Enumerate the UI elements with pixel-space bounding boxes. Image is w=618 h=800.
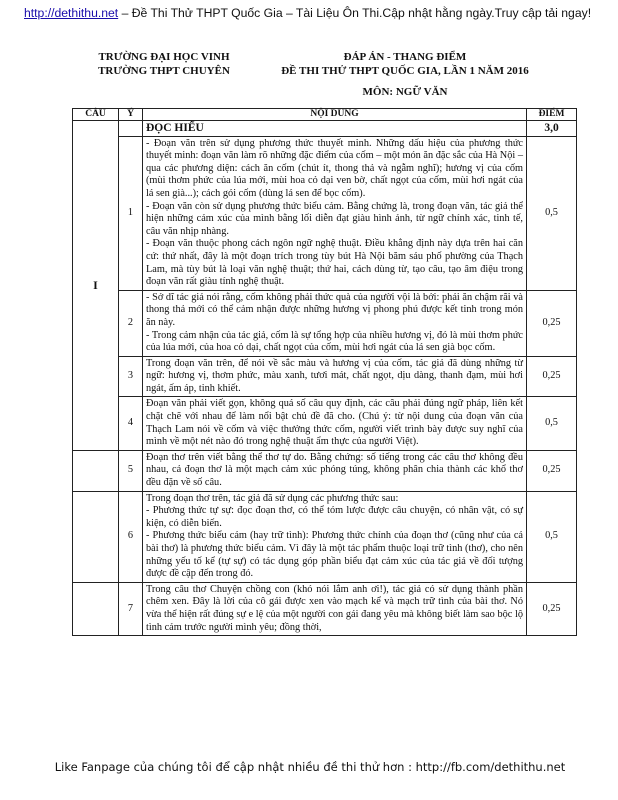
subject-title: MÔN: NGỮ VĂN — [362, 86, 448, 98]
content-cell — [143, 491, 527, 582]
content-paragraph: - Sở dĩ tác giả nói rằng, cốm không phải thức quà của người vội là bởi: phải ăn chậm rãi và thong thả mới có thể cảm nhận được những hương vị phong phú được kết tinh trong món ăn này. — [146, 291, 523, 328]
y-cell: 3 — [119, 356, 143, 397]
y-cell: 2 — [119, 290, 143, 356]
content-cell — [143, 397, 527, 450]
content-paragraph: - Phương thức tự sự: đọc đoạn thơ, có thể tóm lược được câu chuyện, có nhân vật, có sự kiện, có diễn biến. — [146, 505, 523, 529]
table-row — [73, 491, 577, 582]
section-point: 3,0 — [527, 121, 577, 137]
header-content: NỘI DUNG — [143, 109, 527, 121]
header-y: Ý — [119, 109, 143, 121]
y-cell: 6 — [119, 491, 143, 582]
point-cell: 0,25 — [527, 450, 577, 491]
point-cell: 0,5 — [527, 136, 577, 290]
school-name-2: TRƯỜNG THPT CHUYÊN — [98, 65, 230, 77]
content-paragraph: Trong câu thơ Chuyện chồng con (khó nói lắm anh ơi!), tác giả có sử dụng thành phần chêm xen. Đây là lời của cô gái được xen vào mạch kể và mạch trữ tình của bài thơ. Nó vừa thể hiện rất đúng sự e lệ của một người con gái đang yêu mà không biết làm sao bộc lộ tình cảm trước người mình yêu; đồng thời, — [146, 583, 523, 633]
content-paragraph: - Phương thức biểu cảm (hay trữ tình): Phương thức chính của đoạn thơ (cũng như của cả bài thơ) là phương thức biểu cảm. Vì đây là một tác phẩm thuộc loại trữ tình (thơ), cho nên những yếu tố kể (tự sự) có tác dụng góp phần biểu đạt cảm xúc của tác giả về đối tượng được đề cập đến trong đó. — [146, 530, 523, 580]
footer-note: Like Fanpage của chúng tôi để cập nhật nhiều đề thi thử hơn : http://fb.com/dethithu.net — [54, 760, 566, 774]
section-row — [73, 121, 577, 137]
content-cell — [143, 136, 527, 290]
banner-text: – Đề Thi Thử THPT Quốc Gia – Tài Liệu Ôn Thi.Cập nhật hằng ngày.Truy cập tải ngay! — [118, 6, 592, 20]
y-cell: 7 — [119, 582, 143, 635]
site-link[interactable]: http://dethithu.net — [24, 6, 119, 20]
y-cell: 1 — [119, 136, 143, 290]
point-cell: 0,25 — [527, 290, 577, 356]
content-paragraph: - Đoạn văn trên sử dụng phương thức thuyết minh. Những dấu hiệu của phương thức thuyết minh: đoạn văn làm rõ những đặc điểm của cốm – một món ăn đặc sắc của Hà Nội – qua các phương diện: cách ăn cốm (chút ít, thong thả và ngẫm nghĩ); hương vị của cốm (mùi thơm phức của lúa mới, mùi hoa cỏ dại ven bờ, chất ngọt của cốm, mùi hơi ngát của lá sen già...); cách gói cốm (dùng lá sen để bọc cốm). — [146, 137, 523, 199]
table-row — [73, 397, 577, 450]
table-row — [73, 290, 577, 356]
content-paragraph: - Đoạn văn thuộc phong cách ngôn ngữ nghệ thuật. Điều khẳng định này dựa trên hai căn cứ: thứ nhất, đây là một đoạn trích trong tùy bút Hà Nội băm sáu phố phường của Thạch Lam, mà tùy bút là loại văn nghệ thuật; thứ hai, cách dùng từ, tạo câu, tạo âm điệu trong đoạn văn rất giàu tính nghệ thuật. — [146, 238, 523, 288]
point-cell: 0,5 — [527, 491, 577, 582]
cau-cell-empty — [73, 491, 119, 582]
content-paragraph: Trong đoạn văn trên, để nói về sắc màu và hương vị của cốm, tác giả đã dùng những từ ngữ: hương vị, thơm phức, màu xanh, tươi mát, chất ngọt, dịu dàng, thanh đạm, mùi hơi ngát, ấm áp, tinh khiết. — [146, 357, 523, 394]
table-row — [73, 450, 577, 491]
content-paragraph: Đoạn thơ trên viết bằng thể thơ tự do. Bằng chứng: số tiếng trong các câu thơ không đều nhau, cả đoạn thơ là một mạch cảm xúc phóng túng, không phân chia thành các khổ thơ đều đặn về số câu. — [146, 451, 523, 489]
content-paragraph: - Trong cảm nhận của tác giả, cốm là sự tổng hợp của nhiều hương vị, đó là mùi thơm phức của lúa mới, của hoa cỏ dại, chất ngọt của cốm, mùi hơi ngát của lá sen già bọc cốm. — [146, 329, 523, 354]
table-row — [73, 136, 577, 290]
point-cell: 0,25 — [527, 582, 577, 635]
exam-header — [265, 50, 545, 78]
header-cau: CÂU — [73, 109, 119, 121]
top-banner — [24, 6, 599, 20]
content-cell — [143, 582, 527, 635]
table-row — [73, 356, 577, 397]
content-cell — [143, 356, 527, 397]
cau-cell-empty — [73, 582, 119, 635]
school-header — [64, 50, 264, 78]
header-point: ĐIỂM — [527, 109, 577, 121]
exam-title-2: ĐỀ THI THỬ THPT QUỐC GIA, LẦN 1 NĂM 2016 — [281, 65, 529, 77]
y-cell: 4 — [119, 397, 143, 450]
section-cau: I — [73, 121, 119, 451]
content-cell — [143, 290, 527, 356]
exam-title-1: ĐÁP ÁN - THANG ĐIỂM — [343, 51, 467, 63]
table-row — [73, 582, 577, 635]
cau-cell-empty — [73, 450, 119, 491]
content-paragraph: - Đoạn văn còn sử dụng phương thức biểu cảm. Bằng chứng là, trong đoạn văn, tác giả thể hiện những cảm xúc của mình bằng lối diễn đạt giàu hình ảnh, từ ngữ chính xác, tinh tế, câu văn nhịp nhàng. — [146, 200, 523, 237]
content-cell — [143, 450, 527, 491]
section-y-empty — [119, 121, 143, 137]
school-name-1: TRƯỜNG ĐẠI HỌC VINH — [98, 51, 230, 63]
point-cell: 0,25 — [527, 356, 577, 397]
content-paragraph: Đoạn văn phải viết gọn, không quá số câu quy định, các câu phải đúng ngữ pháp, liên kết chặt chẽ với nhau để làm nổi bật chủ đề đã cho. (Chú ý: từ nội dung của đoạn văn của Thạch Lam nói về cốm và việc thưởng thức cốm, người viết trình bày được suy nghĩ của mình về một nét nào đó trong nghệ thuật ẩm thực của người Việt). — [146, 398, 523, 448]
y-cell: 5 — [119, 450, 143, 491]
answer-table — [72, 108, 577, 636]
point-cell: 0,5 — [527, 397, 577, 450]
table-header-row — [73, 109, 577, 121]
content-paragraph: Trong đoạn thơ trên, tác giả đã sử dụng các phương thức sau: — [146, 492, 399, 504]
section-title: ĐỌC HIỂU — [143, 121, 527, 137]
